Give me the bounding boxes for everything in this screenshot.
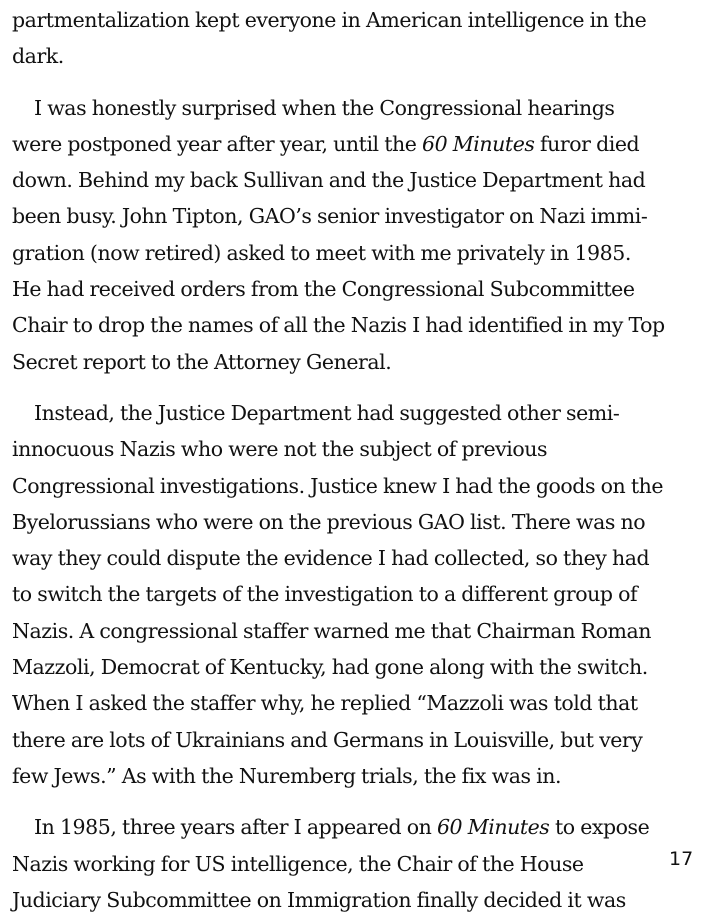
text-run: to expose xyxy=(549,815,650,840)
text-line xyxy=(12,846,712,882)
text-run: Byelorussians who were on the previous GAO list. There was no xyxy=(12,509,646,534)
text-line xyxy=(12,649,712,685)
text-line xyxy=(12,2,712,38)
program-title-italic: 60 Minutes xyxy=(436,815,550,840)
text-run: Nazis. A congressional staffer warned me that Chairman Roman xyxy=(12,618,652,643)
paragraph-three-years-after xyxy=(12,809,712,918)
text-run: He had received orders from the Congressional Subcommittee xyxy=(12,277,635,302)
text-run: there are lots of Ukrainians and Germans in Louisville, but very xyxy=(12,727,643,752)
text-run: partmentalization kept everyone in American intelligence in the xyxy=(12,8,647,32)
text-line xyxy=(12,576,712,612)
text-run: In 1985, three years after I appeared on xyxy=(34,815,437,840)
text-run: few Jews.” As with the Nuremberg trials, the fix was in. xyxy=(12,763,562,788)
page-number: 17 xyxy=(669,848,694,870)
text-line xyxy=(12,504,712,540)
text-run: innocuous Nazis who were not the subject of previous xyxy=(12,437,548,462)
text-line xyxy=(12,90,712,126)
text-run: down. Behind my back Sullivan and the Justice Department had xyxy=(12,168,646,193)
text-line xyxy=(12,685,712,721)
text-run: to switch the targets of the investigation to a different group of xyxy=(12,582,638,607)
text-line xyxy=(12,613,712,649)
text-line xyxy=(12,431,712,467)
text-run: Nazis working for US intelligence, the Chair of the House xyxy=(12,851,584,876)
text-line xyxy=(12,38,712,74)
document-page xyxy=(12,0,712,918)
text-line xyxy=(12,344,712,380)
text-run: I was honestly surprised when the Congressional hearings xyxy=(34,95,615,120)
paragraph-continuation xyxy=(12,0,712,75)
text-line xyxy=(12,271,712,307)
text-line xyxy=(12,540,712,576)
text-run: gration (now retired) asked to meet with me privately in 1985. xyxy=(12,240,631,265)
text-line xyxy=(12,235,712,271)
text-run: dark. xyxy=(12,44,64,69)
text-run: been busy. John Tipton, GAO’s senior investigator on Nazi immi- xyxy=(12,204,648,229)
text-line xyxy=(12,809,712,845)
paragraph-hearings-postponed xyxy=(12,90,712,380)
text-line xyxy=(12,126,712,162)
text-line xyxy=(12,468,712,504)
text-run: Judiciary Subcommittee on Immigration finally decided it was xyxy=(12,887,626,912)
text-run: way they could dispute the evidence I had collected, so they had xyxy=(12,546,650,571)
text-run: Congressional investigations. Justice knew I had the goods on the xyxy=(12,473,664,498)
text-line xyxy=(12,307,712,343)
text-run: were postponed year after year, until the xyxy=(12,131,423,156)
text-run: Chair to drop the names of all the Nazis I had identified in my Top xyxy=(12,313,665,338)
paragraph-justice-department xyxy=(12,395,712,794)
text-line xyxy=(12,395,712,431)
text-run: Secret report to the Attorney General. xyxy=(12,349,392,374)
text-line xyxy=(12,198,712,234)
text-line xyxy=(12,722,712,758)
text-line xyxy=(12,162,712,198)
text-line xyxy=(12,758,712,794)
text-run: Instead, the Justice Department had suggested other semi- xyxy=(34,400,620,425)
text-run: Mazzoli, Democrat of Kentucky, had gone along with the switch. xyxy=(12,655,648,680)
text-run: furor died xyxy=(534,131,640,156)
text-run: When I asked the staffer why, he replied “Mazzoli was told that xyxy=(12,691,638,716)
program-title-italic: 60 Minutes xyxy=(422,131,535,156)
